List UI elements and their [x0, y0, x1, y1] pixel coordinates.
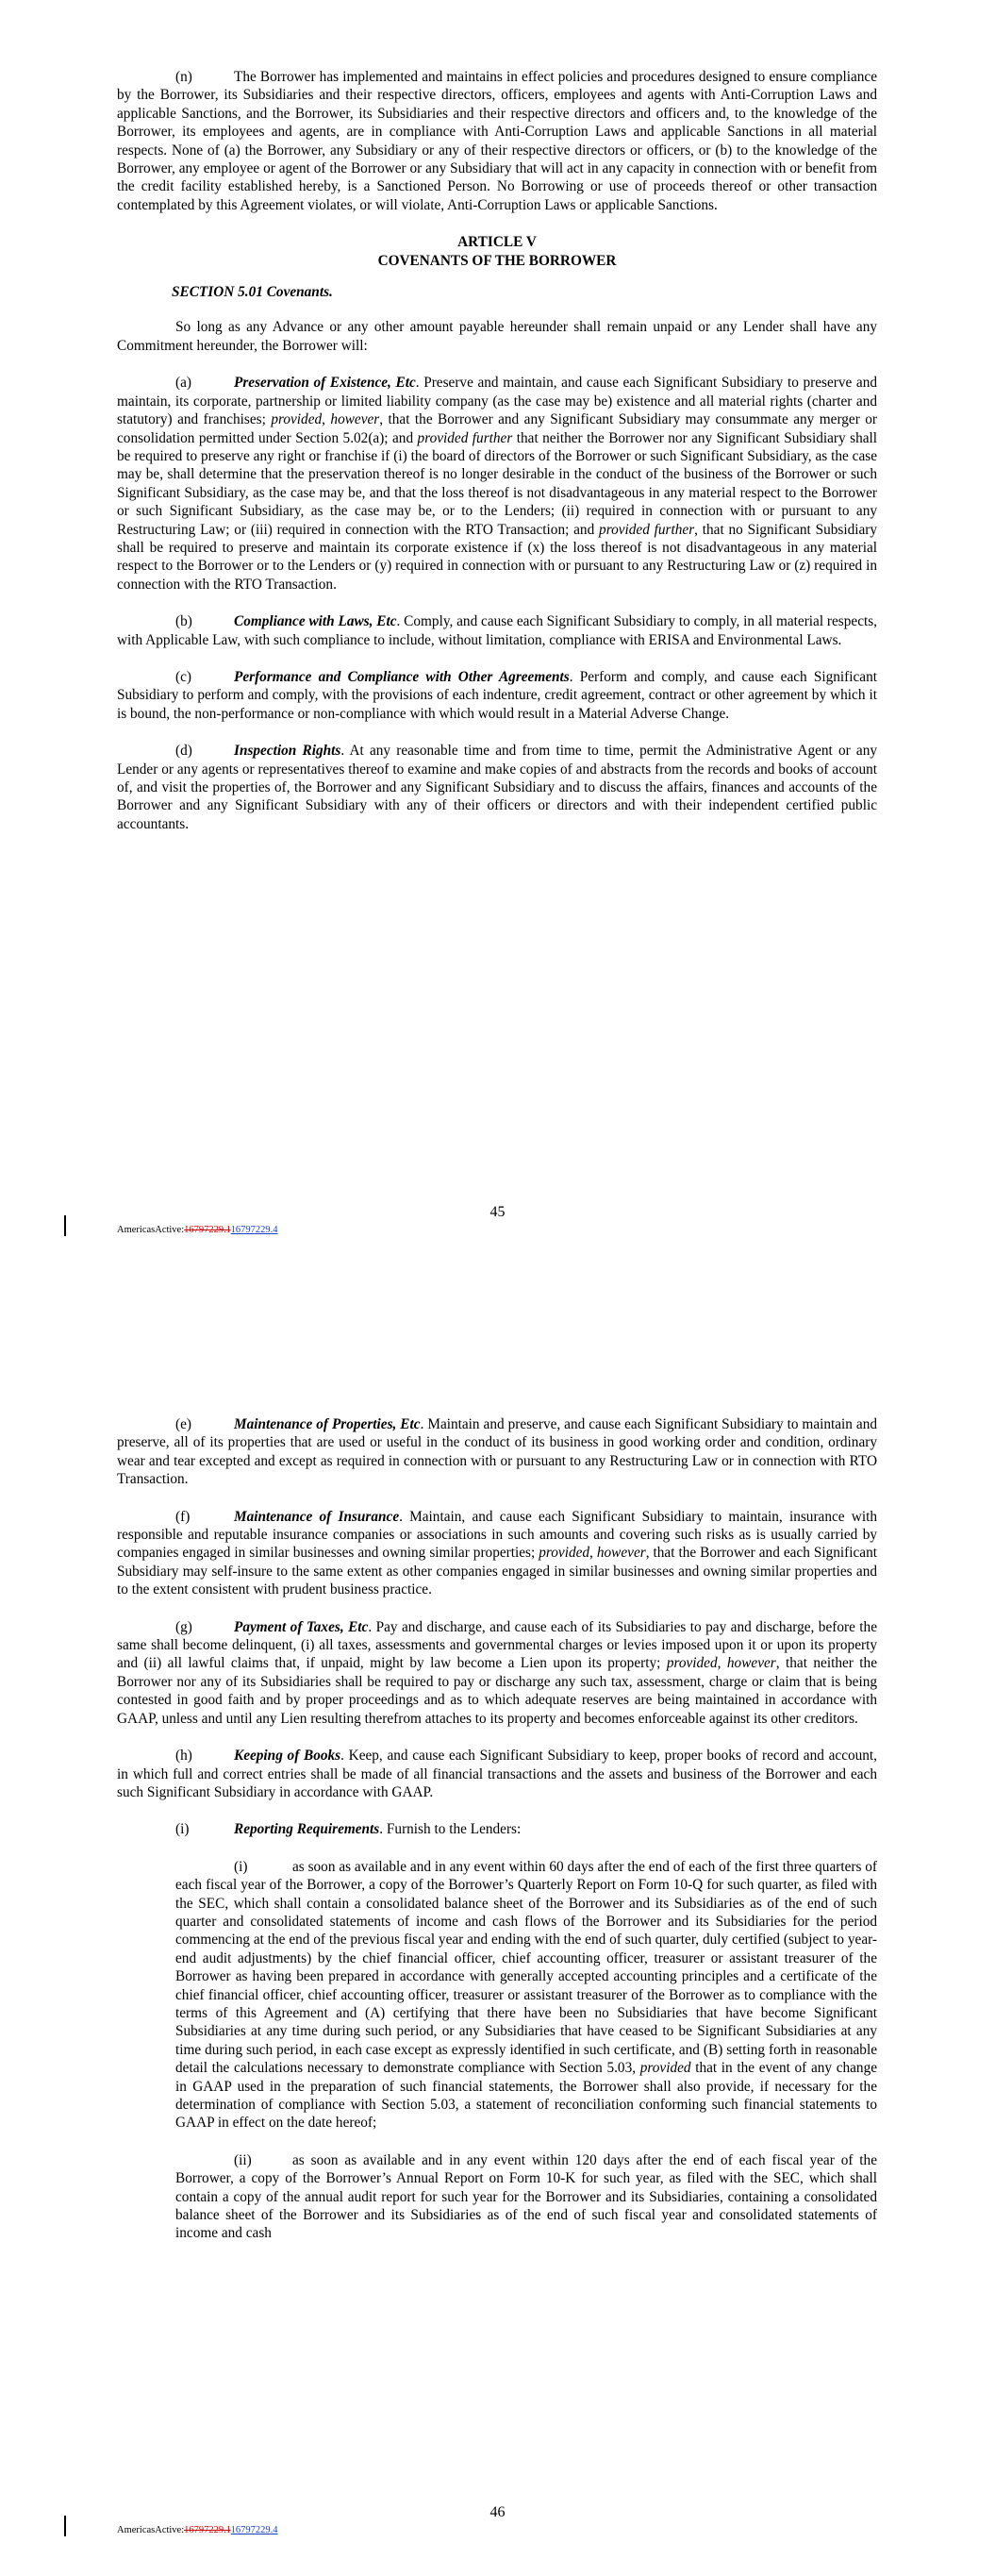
item-c: [117, 668, 877, 723]
item-a-text2: ,: [322, 411, 331, 428]
item-g-it1: provided: [666, 1655, 718, 1672]
item-h-label: (h): [175, 1748, 192, 1765]
item-f-it1: provided: [539, 1545, 590, 1562]
item-i-label: (i): [175, 1821, 190, 1838]
sub-i-text2: that in the event of any change in GAAP used in the preparation of such financial statements, the Borrower shall also provide, if necessary for the determination of compliance with Section 5.03, a statement of reconciliation conforming such financial statements to GAAP in effect on the date hereof;: [175, 2060, 878, 2132]
item-f-text1: . Maintain, and cause each Significant Subsidiary to maintain, insurance with responsible and reputable insurance companies or associations in such amounts and covering such risks as is usually carried by companies engaged in similar businesses and owning similar properties;: [117, 1508, 877, 1562]
item-c-text: . Perform and comply, and cause each Significant Subsidiary to perform and comply, with the provisions of each indenture, credit agreement, contract or other agreement by which it is bound, the non-performance or non-compliance with which would result in a Material Adverse Change.: [117, 668, 877, 722]
item-a-it3: provided further: [417, 429, 513, 446]
item-f-label: (f): [175, 1508, 191, 1525]
article-heading: [117, 233, 877, 270]
footer-inserted-id: 16797229.4: [230, 1225, 278, 1235]
item-g-text3: , that neither the Borrower nor any of its Subsidiaries shall be required to pay or discharge any such tax, assessment, charge or claim that is being contested in good faith and by proper proceedings and as to which adequate reserves are being maintained in accordance with GAAP, unless and until any Lien resulting therefrom attaches to its property and becomes enforceable against its other creditors.: [117, 1655, 877, 1727]
item-e: [117, 1415, 877, 1489]
item-a-label: (a): [175, 375, 191, 392]
item-a-title: Preservation of Existence, Etc: [234, 375, 416, 392]
item-b-title: Compliance with Laws, Etc: [234, 613, 397, 630]
page-number: 46: [489, 2504, 506, 2520]
item-c-label: (c): [175, 668, 191, 685]
clause-n: [117, 68, 877, 214]
item-g-text1: . Pay and discharge, and cause each of its Subsidiaries to pay and discharge, before the same shall become delinquent, (i) all taxes, assessments and governmental charges or levies imposed upon it or upon its property and (ii) all lawful claims that, if unpaid, might by law become a Lien upon its property;: [117, 1618, 877, 1672]
footer-inserted-id: 16797229.4: [230, 2525, 278, 2535]
change-bar: [64, 2516, 66, 2536]
page-number: 45: [489, 1204, 506, 1220]
item-a: [117, 374, 877, 594]
item-f-it2: however: [596, 1545, 646, 1562]
item-f-text3: , that the Borrower and each Significant Subsidiary may self-insure to the same extent as other companies engaged in similar businesses and owning similar properties and to the extent consistent with prudent business practice.: [117, 1545, 877, 1598]
item-e-title: Maintenance of Properties, Etc: [234, 1416, 421, 1432]
sub-ii-text: as soon as available and in any event within 120 days after the end of each fiscal year of the Borrower, a copy of the Borrower’s Annual Report on Form 10-K for such year, as filed with the SEC, which shall contain a copy of the annual audit report for such year for the Borrower and its Subsidiaries, containing a consolidated balance sheet of the Borrower and its Subsidiaries as of the end of such fiscal year and consolidated statements of income and cash: [175, 2151, 877, 2242]
item-g-label: (g): [175, 1618, 192, 1635]
article-subtitle: COVENANTS OF THE BORROWER: [377, 252, 617, 269]
item-d-title: Inspection Rights: [234, 743, 341, 760]
item-d-text: . At any reasonable time and from time to time, permit the Administrative Agent or any Lender or any agents or representatives thereof to examine and make copies of and abstracts from the records and books of account of, and visit the properties of, the Borrower and any Significant Subsidiary and to discuss the affairs, finances and accounts of the Borrower and any Significant Subsidiary with any of their officers or directors and with their independent certified public accountants.: [117, 743, 877, 832]
footer-deleted-id: 16797229.1: [184, 2525, 231, 2535]
item-a-it2: however: [330, 411, 380, 428]
page-46: [0, 1274, 995, 2576]
sub-i-it1: provided: [639, 2060, 691, 2077]
item-f-title: Maintenance of Insurance: [234, 1508, 400, 1525]
clause-n-text: The Borrower has implemented and maintains in effect policies and procedures designed to ensure compliance by the Borrower, its Subsidiaries and their respective directors, officers, employees and agents with Anti-Corruption Laws and applicable Sanctions, and the Borrower, its Subsidiaries and their respective directors and officers and, to the knowledge of the Borrower, its employees and agents, are in compliance with Anti-Corruption Laws and applicable Sanctions in all material respects. None of (a) the Borrower, any Subsidiary or any of their respective directors or officers, or (b) to the knowledge of the Borrower, any employee or agent of the Borrower or any Subsidiary that will act in any capacity in connection with or benefit from the credit facility established hereby, is a Sanctioned Person. No Borrowing or use of proceeds thereof or other transaction contemplated by this Agreement violates, or will violate, Anti-Corruption Laws or applicable Sanctions.: [117, 69, 877, 213]
item-a-text4: that neither the Borrower nor any Significant Subsidiary shall be required to preserve any right or franchise if (i) the board of directors of the Borrower or such Significant Subsidiary, as the case may be, shall determine that the preservation thereof is no longer desirable in the conduct of the business of the Borrower or such Significant Subsidiary, as the case may be, and that the loss thereof is not disadvantageous in any material respect to the Borrower or such Significant Subsidiary, as the case may be, or to the Lenders; (ii) required in connection with or pursuant to any Restructuring Law; or (iii) required in connection with the RTO Transaction; and: [117, 429, 878, 538]
item-a-text3: , that the Borrower and any Significant Subsidiary may consummate any merger or consolidation permitted under Section 5.02(a); and: [117, 411, 877, 446]
item-e-text: . Maintain and preserve, and cause each Significant Subsidiary to maintain and preserve, all of its properties that are used or useful in the conduct of its business in good working order and condition, ordinary wear and tear excepted and except as required in connection with or pursuant to any Restructuring Law or in connection with RTO Transaction.: [117, 1416, 878, 1488]
item-g: [117, 1618, 877, 1728]
item-a-it1: provided: [271, 411, 323, 428]
item-a-text1: . Preserve and maintain, and cause each Significant Subsidiary to preserve and maintain, its corporate, partnership or limited liability company (as the case may be) existence and all material rights (charter and statutory) and franchises;: [117, 375, 877, 428]
doc-footer: [117, 1225, 278, 1235]
item-a-it4: provided further: [599, 521, 695, 538]
item-i-title: Reporting Requirements: [234, 1821, 380, 1838]
item-g-title: Payment of Taxes, Etc: [234, 1618, 369, 1635]
footer-prefix: AmericasActive:: [117, 1225, 185, 1235]
item-d: [117, 742, 877, 833]
item-h-text: . Keep, and cause each Significant Subsidiary to keep, proper books of record and account, in which full and correct entries shall be made of all financial transactions and the assets and business of the Borrower and each such Significant Subsidiary in accordance with GAAP.: [117, 1748, 877, 1800]
doc-footer: [117, 2525, 278, 2535]
covenants-intro: So long as any Advance or any other amount payable hereunder shall remain unpaid or any Lender shall have any Commitment hereunder, the Borrower will:: [117, 319, 877, 354]
item-f-text2: ,: [589, 1545, 597, 1562]
footer-prefix: AmericasActive:: [117, 2525, 185, 2535]
sub-i-text1: as soon as available and in any event within 60 days after the end of each of the first three quarters of each fiscal year of the Borrower, a copy of the Borrower’s Quarterly Report on Form 10-Q for such quarter, as filed with the SEC, which shall contain a consolidated balance sheet of the Borrower and its Subsidiaries as of the end of such quarter and consolidated statements of income and cash flows of the Borrower and its Subsidiaries for the period commencing at the end of the previous fiscal year and ending with the end of such quarter, duly certified (subject to year-end audit adjustments) by the chief financial officer, chief accounting officer, treasurer or assistant treasurer of the Borrower as having been prepared in accordance with generally accepted accounting principles and a certificate of the chief financial officer, chief accounting officer, treasurer or assistant treasurer of the Borrower as to compliance with the terms of this Agreement and (A) certifying that there have been no Subsidiaries that have become Significant Subsidiaries at any time during such period, or any Subsidiaries that have ceased to be Significant Subsidiaries at any time during such period, in each case except as expressly identified in such certificate, and (B) setting forth in reasonable detail the calculations necessary to demonstrate compliance with Section 5.03,: [175, 1858, 877, 2077]
item-e-label: (e): [175, 1416, 191, 1432]
item-i-sub-i: [175, 1858, 877, 2133]
section-heading: SECTION 5.01 Covenants.: [172, 284, 333, 301]
change-bar: [64, 1215, 66, 1236]
item-i-text: . Furnish to the Lenders:: [379, 1821, 522, 1838]
page-45-body: [117, 68, 877, 852]
item-i: [117, 1820, 877, 1838]
item-h-title: Keeping of Books: [234, 1748, 341, 1765]
item-g-text2: ,: [717, 1655, 727, 1672]
item-h: [117, 1747, 877, 1801]
item-a-text5: , that no Significant Subsidiary shall be required to preserve and maintain its corporate existence if (x) the loss thereof is not disadvantageous in any material respect to the Borrower or to the Lenders or (y) required in connection with or pursuant to any Restructuring Law or (z) required in connection with the RTO Transaction.: [117, 521, 878, 593]
item-b-text: . Comply, and cause each Significant Subsidiary to comply, in all material respects, with Applicable Law, with such compliance to include, without limitation, compliance with ERISA and Environmental Laws.: [117, 613, 878, 648]
item-g-it2: however: [726, 1655, 776, 1672]
sub-i-label: (i): [234, 1858, 248, 1875]
item-b-label: (b): [175, 613, 192, 630]
page-46-body: [117, 1415, 877, 2262]
item-f: [117, 1508, 877, 1599]
sub-ii-label: (ii): [234, 2151, 252, 2168]
item-i-sub-ii: [175, 2151, 877, 2243]
item-b: [117, 612, 877, 649]
item-c-title: Performance and Compliance with Other Agreements: [234, 668, 570, 685]
clause-n-label: (n): [175, 69, 192, 85]
page-45: [0, 0, 995, 1274]
footer-deleted-id: 16797229.1: [184, 1225, 231, 1235]
item-d-label: (d): [175, 743, 192, 760]
article-title: ARTICLE V: [457, 234, 537, 251]
